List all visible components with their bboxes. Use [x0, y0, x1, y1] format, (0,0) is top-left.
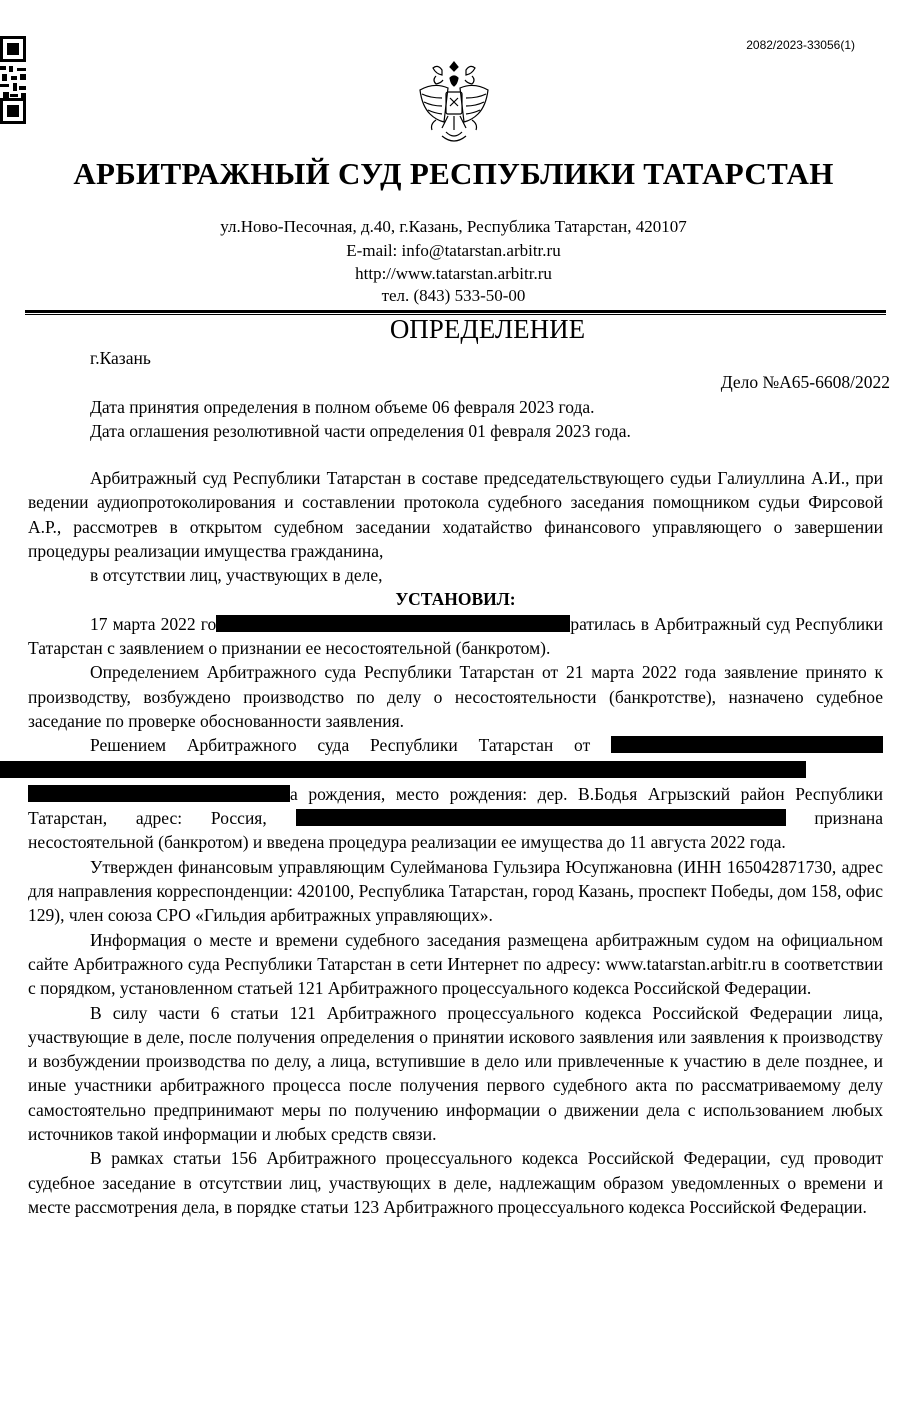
- date-full-decision: Дата принятия определения в полном объеме 06 февраля 2023 года.: [90, 397, 595, 417]
- paragraph-decision-end: признана несостоятельной (банкротом) и введена процедура реализации ее имущества до 11 августа 2022 года.: [28, 808, 883, 853]
- redaction-block: [0, 761, 806, 778]
- paragraph-acceptance: Определением Арбитражного суда Республики Татарстан от 21 марта 2022 года заявление принято к производству, возбуждено производство по делу о несостоятельности (банкротстве), назначено судебное заседание по проверке обоснованности заявления.: [28, 662, 883, 731]
- redaction-block: [216, 615, 570, 632]
- paragraph-decision-middle: а рождения, место рождения: дер. В.Бодья Агрызский район Республики Татарстан, адрес: Россия,: [28, 783, 883, 829]
- document-type: ОПРЕДЕЛЕНИЕ: [389, 314, 586, 344]
- court-title: АРБИТРАЖНЫЙ СУД РЕСПУБЛИКИ ТАТАРСТАН: [73, 156, 834, 191]
- date-resolution: Дата оглашения резолютивной части определения 01 февраля 2023 года.: [90, 421, 631, 441]
- document-number: 2082/2023-33056(1): [746, 38, 855, 52]
- document-body: [28, 466, 883, 1219]
- redaction-block: [296, 809, 786, 826]
- paragraph-article-121: В силу части 6 статьи 121 Арбитражного процессуального кодекса Российской Федерации лица, участвующие в деле, после получения определения о принятии искового заявления или заявления к производству и возбуждении производства по делу, а лица, вступившие в дело или привлеченные к участию в деле позднее, и иные участники арбитражного процесса после получения первого судебного акта по рассматриваемому делу самостоятельно предпринимают меры по получению информации о движении дела с использованием любых источников такой информации и любых средств связи.: [28, 1002, 883, 1145]
- redaction-block: [611, 736, 883, 753]
- paragraph-application-start: 17 марта 2022 го: [90, 613, 217, 634]
- section-heading: УСТАНОВИЛ:: [395, 589, 516, 610]
- paragraph-decision-start: Решением Арбитражного суда Республики Татарстан от: [90, 735, 591, 756]
- header-divider: [25, 310, 886, 313]
- paragraph-absence: в отсутствии лиц, участвующих в деле,: [90, 565, 383, 586]
- coat-of-arms-icon: [412, 58, 496, 148]
- paragraph-manager: Утвержден финансовым управляющим Сулейманова Гульзира Юсупжановна (ИНН 165042871730, адрес для направления корреспонденции: 420100, Республика Татарстан, город Казань, проспект Победы, дом 158, офис 129), член союза СРО «Гильдия арбитражных управляющих».: [28, 856, 883, 926]
- case-number: Дело №А65-6608/2022: [720, 372, 890, 392]
- court-phone: тел. (843) 533-50-00: [381, 286, 526, 305]
- court-email: E-mail: info@tatarstan.arbitr.ru: [346, 241, 561, 260]
- paragraph-decision: [28, 733, 883, 854]
- paragraph-application: [28, 612, 883, 661]
- qr-code-icon: [0, 36, 26, 124]
- redaction-block: [28, 785, 290, 802]
- court-website: http://www.tatarstan.arbitr.ru: [355, 264, 552, 283]
- paragraph-article-156: В рамках статьи 156 Арбитражного процессуального кодекса Российской Федерации, суд проводит судебное заседание в отсутствии лиц, участвующих в деле, надлежащим образом уведомленных о времени и месте рассмотрения дела, в порядке статьи 123 Арбитражного процессуального кодекса Российской Федерации.: [28, 1148, 883, 1217]
- court-address: ул.Ново-Песочная, д.40, г.Казань, Республика Татарстан, 420107: [220, 217, 687, 236]
- paragraph-publication: Информация о месте и времени судебного заседания размещена арбитражным судом на официальном сайте Арбитражного суда Республики Татарстан в сети Интернет по адресу: www.tatarstan.arbitr.ru в соответствии с порядком, установленном статьей 121 Арбитражного процессуального кодекса Российской Федерации.: [28, 929, 883, 999]
- paragraph-application-end: ратилась в Арбитражный суд Республики Татарстан с заявлением о признании ее несостоятельной (банкротом).: [28, 613, 883, 659]
- city: г.Казань: [90, 348, 151, 368]
- paragraph-composition: Арбитражный суд Республики Татарстан в составе председательствующего судьи Галиуллина А.И., при ведении аудиопротоколирования и составлении протокола судебного заседания помощником судьи Фирсовой А.Р., рассмотрев в открытом судебном заседании ходатайство финансового управляющего о завершении процедуры реализации имущества гражданина,: [28, 468, 883, 561]
